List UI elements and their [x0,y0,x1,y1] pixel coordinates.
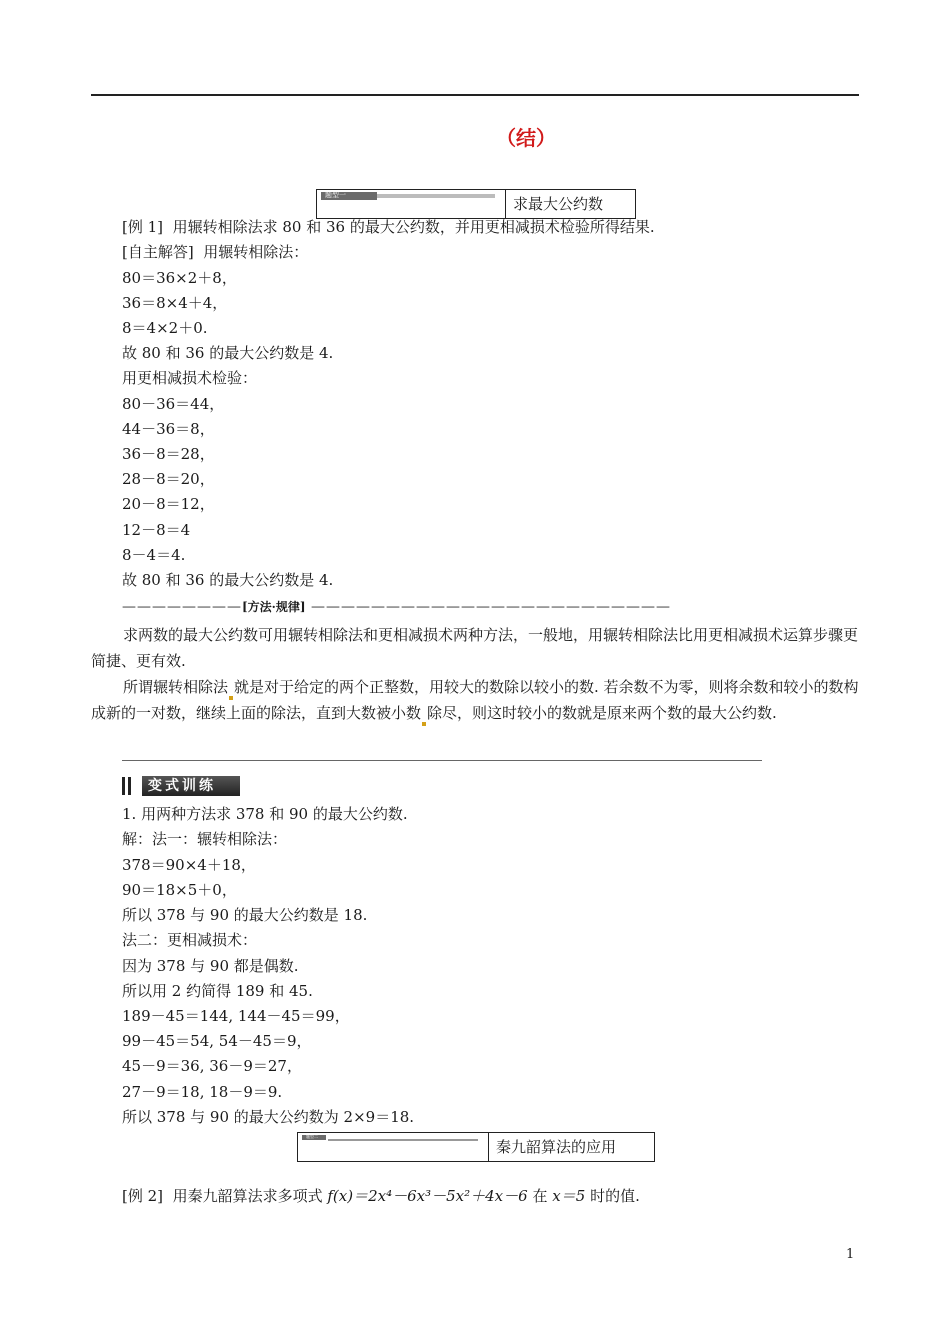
badge-bars-icon [122,777,139,795]
section-heading-label: 秦九韶算法的应用 [496,1138,617,1156]
method-text: 除尽，则这时较小的数就是原来两个数的最大公约数. [427,704,777,722]
sub-step: 8－4＝4. [122,546,186,564]
polynomial-formula: f(x)＝2x⁴－6x³－5x²＋4x－6 [327,1187,528,1205]
page-number: 1 [846,1247,855,1262]
section-heading-gcd [316,189,636,219]
div-step: 378＝90×4＋18， [122,856,256,874]
example-tag: [例 2] [122,1187,164,1205]
method-paragraph: 求两数的最大公约数可用辗转相除法和更相减损术两种方法，一般地，用辗转相除法比用更相减损术运算步骤更简捷、更有效. [91,626,859,670]
section-tab-text: 题型二 [306,1134,318,1139]
method-label: [方法·规律] [242,600,306,614]
solution-line: 189－45＝144, 144－45＝99， [122,1007,350,1025]
section-tab-bar [328,1139,478,1141]
sub-step: 44－36＝8， [122,420,215,438]
sub-step: 36－8＝28， [122,445,215,463]
solution-intro: 解：法一：辗转相除法： [122,830,288,848]
sub-step: 12－8＝4 [122,521,191,539]
x-value: x＝5 [552,1187,586,1205]
solution-line: 所以用 2 约简得 189 和 45. [122,982,313,1000]
exercise-question: 1. 用两种方法求 378 和 90 的最大公约数. [122,805,408,823]
div-step: 36＝8×4＋4， [122,294,228,312]
solution-line: 27－9＝18, 18－9＝9. [122,1083,283,1101]
example-tag: [例 1] [122,218,164,236]
conclusion: 所以 378 与 90 的最大公约数是 18. [122,906,368,924]
page-title: （结） [496,126,556,150]
sub-step: 80－36＝44， [122,395,225,413]
example2-question [122,1186,640,1206]
example-text: 时的值. [590,1187,640,1205]
solution-intro-text: 用辗转相除法： [203,243,309,261]
sub-step: 20－8＝12， [122,495,215,513]
section-tab-box [298,1133,489,1161]
solution-intro: 法二：更相减损术： [122,931,258,949]
example1-question [122,217,655,237]
method-text: 就是对于给定的两个正整数，用较大的数除以较小的数. 若余数不为零，则将余数和较小的数构成新的一对数，继续上面的除法，直到大数被小数 [91,678,859,722]
conclusion: 故 80 和 36 的最大公约数是 4. [122,344,334,362]
example-text: 在 [532,1187,548,1205]
check-intro: 用更相减损术检验： [122,369,258,387]
solution-line: 45－9＝36, 36－9＝27， [122,1057,302,1075]
section-tab-bar [377,194,495,198]
div-step: 80＝36×2＋8， [122,269,237,287]
top-rule [91,94,859,96]
solution-line: 99－45＝54, 54－45＝9， [122,1032,312,1050]
section-heading-qinjiushao [297,1132,655,1162]
section-tab [321,192,377,200]
section-heading-label: 求最大公约数 [513,195,604,213]
method-rule-heading: ————————[方法·规律] ———————————————————————— [122,599,671,615]
example-text: 用秦九韶算法求多项式 [172,1187,323,1205]
section-tab-text: 题型一 [325,191,346,199]
example-question-text: 用辗转相除法求 80 和 36 的最大公约数，并用更相减损术检验所得结果. [172,218,655,236]
method-paragraph-2 [91,674,863,726]
solution-line: 因为 378 与 90 都是偶数. [122,957,299,975]
solution-intro [122,242,308,262]
div-step: 90＝18×5＋0， [122,881,237,899]
solution-tag: [自主解答] [122,243,194,261]
section-divider [122,760,762,761]
conclusion: 故 80 和 36 的最大公约数是 4. [122,571,334,589]
method-text: 所谓辗转相除法 [123,678,229,696]
highlight-mark [422,722,426,726]
conclusion: 所以 378 与 90 的最大公约数为 2×9＝18. [122,1108,415,1126]
sub-step: 28－8＝20， [122,470,215,488]
exercise-label: 变式训练 [142,776,240,796]
div-step: 8＝4×2＋0. [122,319,208,337]
highlight-mark [229,696,233,700]
section-tab-box [317,190,506,218]
section-tab [302,1135,326,1140]
